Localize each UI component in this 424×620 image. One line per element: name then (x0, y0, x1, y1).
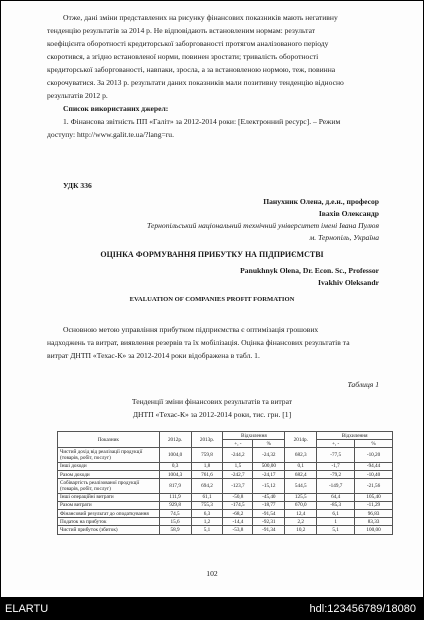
row-value: -11,29 (355, 501, 393, 509)
source-line: 1. Фінансова звітність ПП «Галіт» за 2012-2014 роки: [Електронний ресурс]. – Режим (63, 117, 341, 126)
row-value: 61,1 (191, 493, 223, 501)
row-label: Інші доходи (58, 462, 160, 470)
row-value: 1,8 (191, 462, 223, 470)
body-line: Основною метою управління прибутком підприємства є оптимізація грошових (63, 325, 319, 334)
row-value: -24,32 (253, 448, 285, 462)
row-label: Собівартість реалізованої продукції (товарів, робіт, послуг) (58, 479, 160, 493)
document-page (1, 1, 423, 597)
row-value: 83,33 (355, 518, 393, 526)
row-value: 10,2 (285, 526, 317, 534)
financial-table (57, 431, 393, 535)
row-value: 96,83 (355, 510, 393, 518)
row-value: -244,2 (223, 448, 253, 462)
row-value: 2,2 (285, 518, 317, 526)
row-value: -53,8 (223, 526, 253, 534)
row-value: -68,2 (223, 510, 253, 518)
row-value: -94,44 (355, 462, 393, 470)
title-ua: ОЦІНКА ФОРМУВАННЯ ПРИБУТКУ НА ПІДПРИЄМСТВІ (100, 250, 324, 259)
row-value: -1,7 (317, 462, 355, 470)
row-value: 755,3 (191, 501, 223, 509)
table-row (58, 493, 393, 501)
row-label: Фінансовий результат до оподаткування (58, 510, 160, 518)
row-value: 6,3 (191, 510, 223, 518)
intro-line: тенденцію результатів за 2014 р. Не відповідають встановленим нормам: результат (47, 26, 316, 35)
author-line: Панухник Олена, д.е.н., професор (263, 197, 379, 206)
table-label: Таблиця 1 (347, 380, 379, 389)
intro-line: скоротився, а згідно встановленої норми, повинен зростати; тривалість оборотності (47, 52, 319, 61)
row-value: 929,8 (159, 501, 191, 509)
row-label: Інші операційні витрати (58, 493, 160, 501)
row-value: 1004,0 (159, 448, 191, 462)
header-plus-minus: +, - (317, 440, 355, 448)
intro-line: результатів 2012 р. (47, 91, 108, 100)
row-value: 125,5 (285, 493, 317, 501)
row-label: Податок на прибуток (58, 518, 160, 526)
affiliation-line: Тернопільський національний технічний університет імені Івана Пулюя (147, 221, 379, 230)
header-deviation: Відхилення (223, 432, 285, 440)
header-2012: 2012р. (159, 432, 191, 448)
row-label: Разом витрати (58, 501, 160, 509)
row-value: 817,9 (159, 479, 191, 493)
row-value: -10,20 (355, 448, 393, 462)
intro-line: кредиторської заборгованості, навпаки, зросла, а за встановленою нормою, теж, повинна (47, 65, 336, 74)
table-header-row (58, 432, 393, 440)
row-value: 544,5 (285, 479, 317, 493)
row-value: 500,00 (253, 462, 285, 470)
header-2014: 2014р. (285, 432, 317, 448)
header-percent: % (253, 440, 285, 448)
header-deviation: Відхилення (317, 432, 393, 440)
header-plus-minus: +, - (223, 440, 253, 448)
row-value: 759,8 (191, 448, 223, 462)
row-value: -45,40 (253, 493, 285, 501)
row-value: 694,2 (191, 479, 223, 493)
table-caption: Тенденції зміни фінансових результатів та витрат (131, 397, 293, 406)
table-row (58, 526, 393, 534)
row-value: -149,7 (317, 479, 355, 493)
row-value: 5,1 (191, 526, 223, 534)
row-label: Чистий прибуток (збиток) (58, 526, 160, 534)
row-value: 64,4 (317, 493, 355, 501)
row-value: 761,6 (191, 471, 223, 479)
body-line: надходжень та витрат, виявлення резервів та їх мобілізація. Оцінка фінансових результатів та (47, 338, 350, 347)
row-value: -15,12 (253, 479, 285, 493)
row-value: 5,1 (317, 526, 355, 534)
table-row (58, 479, 393, 493)
footer-bar (0, 598, 424, 620)
row-value: -79,2 (317, 471, 355, 479)
row-value: 1,2 (191, 518, 223, 526)
author-en-line: Ivakhiv Oleksandr (318, 278, 379, 287)
row-value: -14,4 (223, 518, 253, 526)
row-value: 6,1 (317, 510, 355, 518)
row-value: 105,40 (355, 493, 393, 501)
udk-code: УДК 336 (63, 181, 92, 190)
row-value: -91,34 (253, 526, 285, 534)
author-line: Івахів Олександр (318, 209, 379, 218)
row-label: Чистий дохід від реалізації продукції (товарів, робіт, послуг) (58, 448, 160, 462)
row-value: -10,40 (355, 471, 393, 479)
header-percent: % (355, 440, 393, 448)
source-line: доступу: http://www.galit.te.ua/?lang=ru. (47, 130, 175, 139)
row-value: 0,1 (285, 462, 317, 470)
sources-heading: Список використаних джерел: (63, 104, 169, 113)
row-value: -92,31 (253, 518, 285, 526)
row-value: 682,4 (285, 471, 317, 479)
affiliation-line: м. Тернопіль, Україна (309, 233, 379, 242)
row-value: -77,5 (317, 448, 355, 462)
intro-line: коефіцієнта оборотності кредиторської заборгованості протягом аналізованого періоду (47, 39, 329, 48)
row-value: 1,5 (223, 462, 253, 470)
intro-line: Отже, дані зміни представлених на рисунку фінансових показників мають негативну (63, 13, 338, 22)
row-value: 58,9 (159, 526, 191, 534)
title-en: EVALUATION OF COMPANIES PROFIT FORMATION (129, 296, 295, 303)
header-indicator: Показник (58, 432, 160, 448)
intro-line: скорочуватися. За 2013 р. результати даних показників мали позитивну тенденцію відносно (47, 78, 344, 87)
row-value: -242,7 (223, 471, 253, 479)
row-value: -174,5 (223, 501, 253, 509)
row-value: 100,00 (355, 526, 393, 534)
row-value: 1 (317, 518, 355, 526)
footer-left: ELARTU (5, 603, 49, 615)
header-2013: 2013р. (191, 432, 223, 448)
table-caption: ДНТП «Техас-К» за 2012-2014 роки, тис. грн. [1] (132, 410, 292, 419)
row-value: 12,4 (285, 510, 317, 518)
row-value: 0,3 (159, 462, 191, 470)
author-en-line: Panukhnyk Olena, Dr. Econ. Sc., Professor (240, 266, 379, 275)
row-value: 682,3 (285, 448, 317, 462)
table-row (58, 471, 393, 479)
footer-right: hdl:123456789/18080 (309, 603, 416, 615)
row-value: -18,77 (253, 501, 285, 509)
row-value: 111,9 (159, 493, 191, 501)
table-row (58, 462, 393, 470)
table-row (58, 518, 393, 526)
row-value: 74,5 (159, 510, 191, 518)
row-value: -21,56 (355, 479, 393, 493)
row-value: 1004,3 (159, 471, 191, 479)
row-label: Разом доходи (58, 471, 160, 479)
table-row (58, 448, 393, 462)
row-value: -24,17 (253, 471, 285, 479)
row-value: -123,7 (223, 479, 253, 493)
row-value: 670,0 (285, 501, 317, 509)
row-value: 15,6 (159, 518, 191, 526)
body-line: витрат ДНТП «Техас-К» за 2012-2014 роки відображена в табл. 1. (47, 351, 260, 360)
table-row (58, 501, 393, 509)
table-row (58, 510, 393, 518)
row-value: -91,54 (253, 510, 285, 518)
row-value: -50,8 (223, 493, 253, 501)
row-value: -85,3 (317, 501, 355, 509)
page-number: 102 (206, 569, 218, 578)
